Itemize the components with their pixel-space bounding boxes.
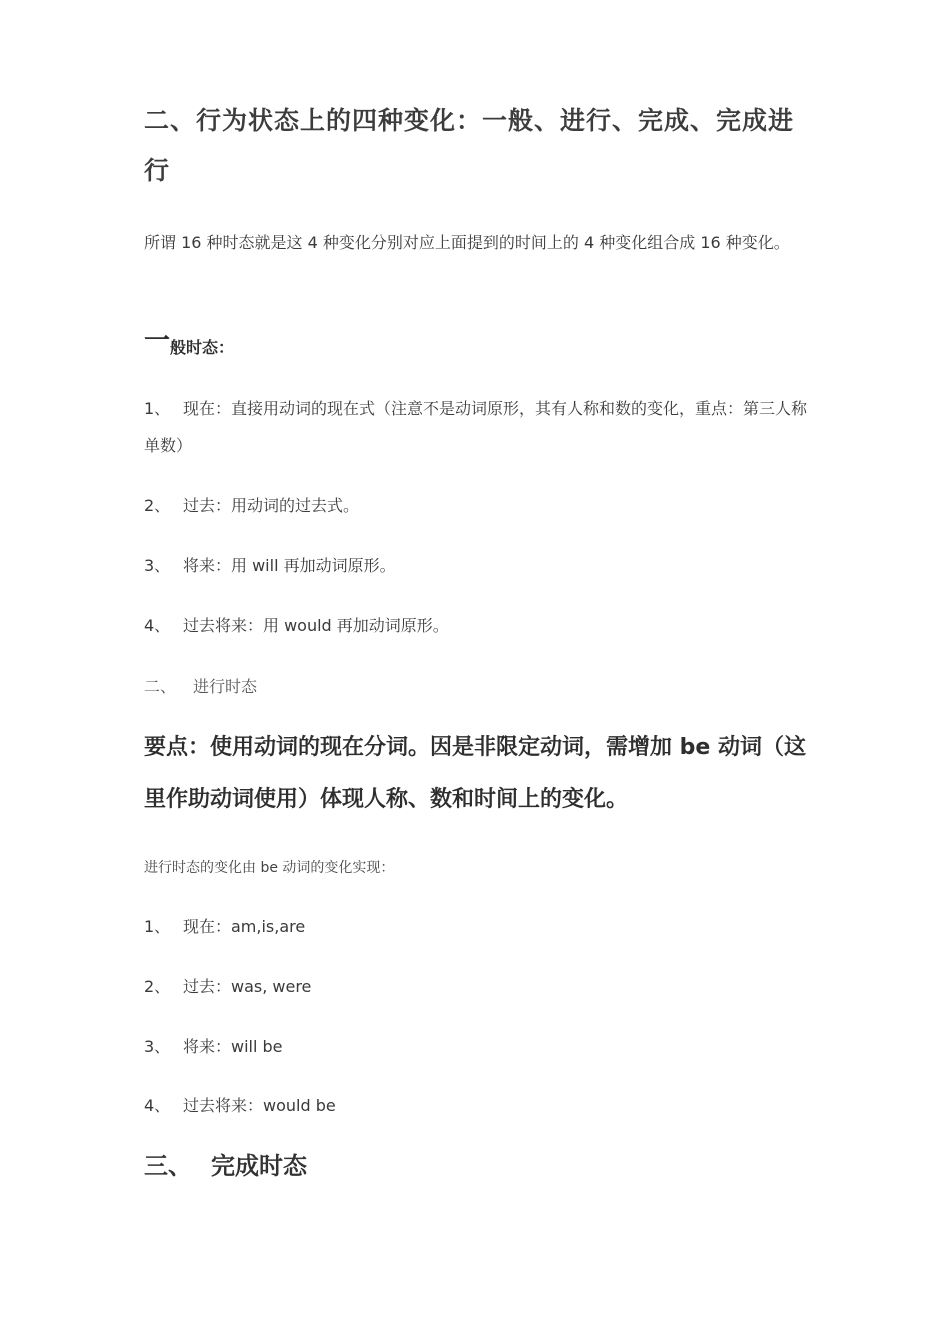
section-heading-behavior-changes: 二、行为状态上的四种变化：一般、进行、完成、完成进行 <box>144 106 795 185</box>
progressive-tense-item-past <box>144 968 816 1005</box>
intro-paragraph: 所谓 16 种时态就是这 4 种变化分别对应上面提到的时间上的 4 种变化组合成 16 种变化。 <box>144 233 790 252</box>
list-number: 4、 <box>144 616 171 635</box>
general-tense-item-past <box>144 487 816 524</box>
general-tense-item-present <box>144 390 816 464</box>
list-item-text: 过去将来：用 would 再加动词原形。 <box>183 616 449 635</box>
general-tense-heading <box>144 320 234 358</box>
section-title: 完成时态 <box>211 1152 307 1180</box>
list-number: 3、 <box>144 556 171 575</box>
list-item-text: 过去将来：would be <box>183 1096 336 1115</box>
list-item-text: 将来：will be <box>183 1037 283 1056</box>
list-number: 4、 <box>144 1096 171 1115</box>
list-number: 1、 <box>144 917 171 936</box>
list-number: 1、 <box>144 399 171 418</box>
list-number: 2、 <box>144 977 171 996</box>
list-item-text: 现在：am,is,are <box>183 917 306 936</box>
section-number: 二、 <box>144 677 177 696</box>
progressive-tense-item-present <box>144 908 816 945</box>
list-item-text: 过去：用动词的过去式。 <box>183 496 360 515</box>
section-number: 三、 <box>144 1152 192 1180</box>
progressive-tense-note: 进行时态的变化由 be 动词的变化实现： <box>144 860 395 876</box>
list-number: 2、 <box>144 496 171 515</box>
progressive-tense-item-past-future <box>144 1087 816 1124</box>
progressive-tense-item-future <box>144 1028 816 1065</box>
list-item-text: 将来：用 will 再加动词原形。 <box>183 556 396 575</box>
perfect-tense-heading <box>144 1144 307 1188</box>
general-tense-item-future <box>144 547 816 584</box>
general-tense-heading-first-char: 一 <box>144 326 171 356</box>
list-item-text: 现在：直接用动词的现在式（注意不是动词原形，其有人称和数的变化，重点：第三人称单数） <box>144 399 808 455</box>
list-number: 3、 <box>144 1037 171 1056</box>
progressive-tense-heading <box>144 668 257 705</box>
general-tense-item-past-future <box>144 607 816 644</box>
list-item-text: 过去：was, were <box>183 977 312 996</box>
general-tense-heading-rest: 般时态： <box>170 338 235 357</box>
progressive-tense-keypoint: 要点：使用动词的现在分词。因是非限定动词，需增加 be 动词（这里作助动词使用）体现人称、数和时间上的变化。 <box>144 735 806 812</box>
section-title: 进行时态 <box>193 677 258 696</box>
